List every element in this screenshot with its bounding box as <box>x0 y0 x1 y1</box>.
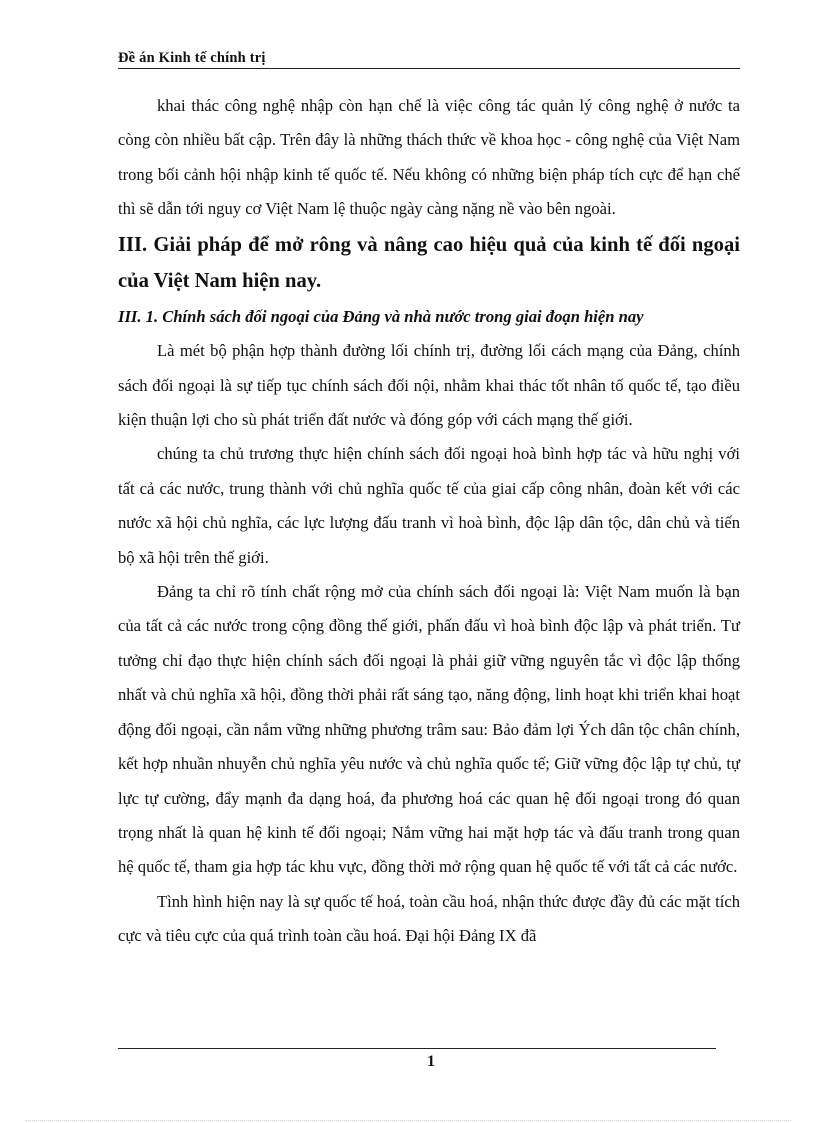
header-divider <box>118 68 740 69</box>
running-header: Đề án Kinh tế chính trị <box>118 50 266 66</box>
subsection-heading: III. 1. Chính sách đối ngoại của Đảng và nhà nước trong giai đoạn hiện nay <box>118 307 644 327</box>
paragraph: Tình hình hiện nay là sự quốc tế hoá, toàn cầu hoá, nhận thức được đầy đủ các mặt tích cực và tiêu cực của quá trình toàn cầu hoá. Đại hội Đảng IX đã <box>118 891 740 946</box>
paragraph: chúng ta chủ trương thực hiện chính sách đối ngoại hoà bình hợp tác và hữu nghị với tất cả các nước, trung thành với chủ nghĩa quốc tế của giai cấp công nhân, đoàn kết với các nước xã hội chủ nghĩa, các lực lượng đấu tranh vì hoà bình, độc lập dân tộc, dân chủ và tiến bộ xã hội trên thế giới. <box>118 444 740 567</box>
page-edge <box>25 1120 791 1121</box>
paragraph-continuation: khai thác công nghệ nhập còn hạn chế là việc công tác quản lý công nghệ ở nước ta còng còn nhiều bất cập. Trên đây là những thách thức về khoa học - công nghệ của Việt Nam trong bối cảnh hội nhập kinh tế quốc tế. Nếu không có những biện pháp tích cực để hạn chế thì sẽ dẫn tới nguy cơ Việt Nam lệ thuộc ngày càng nặng nề vào bên ngoài. <box>118 96 740 219</box>
paragraph: Đảng ta chỉ rõ tính chất rộng mở của chính sách đối ngoại là: Việt Nam muốn là bạn của tất cả các nước trong cộng đồng thế giới, phấn đấu vì hoà bình độc lập và phát triển. Tư tưởng chỉ đạo thực hiện chính sách đối ngoại là phải giữ vững nguyên tắc vì độc lập thống nhất và chủ nghĩa xã hội, đồng thời phải rất sáng tạo, năng động, linh hoạt khi triển khai hoạt động đối ngoại, cần nắm vững những phương trâm sau: Bảo đảm lợi Ých dân tộc chân chính, kết hợp nhuần nhuyễn chủ nghĩa yêu nước và chủ nghĩa quốc tế; Giữ vững độc lập tự chủ, tự lực tự cường, đẩy mạnh đa dạng hoá, đa phương hoá các quan hệ đối ngoại trong đó quan trọng nhất là quan hệ kinh tế đối ngoại; Nắm vững hai mặt hợp tác và đấu tranh trong quan hệ quốc tế, tham gia hợp tác khu vực, đồng thời mở rộng quan hệ quốc tế với tất cả các nước. <box>118 582 740 877</box>
section-heading: III. Giải pháp để mở rông và nâng cao hiệu quả của kinh tế đối ngoại của Việt Nam hiện nay. <box>118 233 740 292</box>
paragraph: Là mét bộ phận hợp thành đường lối chính trị, đường lối cách mạng của Đảng, chính sách đối ngoại là sự tiếp tục chính sách đối nội, nhằm khai thác tốt nhân tố quốc tế, tạo điều kiện thuận lợi cho sù phát triển đất nước và đóng góp với cách mạng thế giới. <box>118 341 740 430</box>
page-number: 1 <box>427 1053 435 1070</box>
document-body <box>118 89 740 954</box>
footer-divider <box>118 1048 716 1049</box>
